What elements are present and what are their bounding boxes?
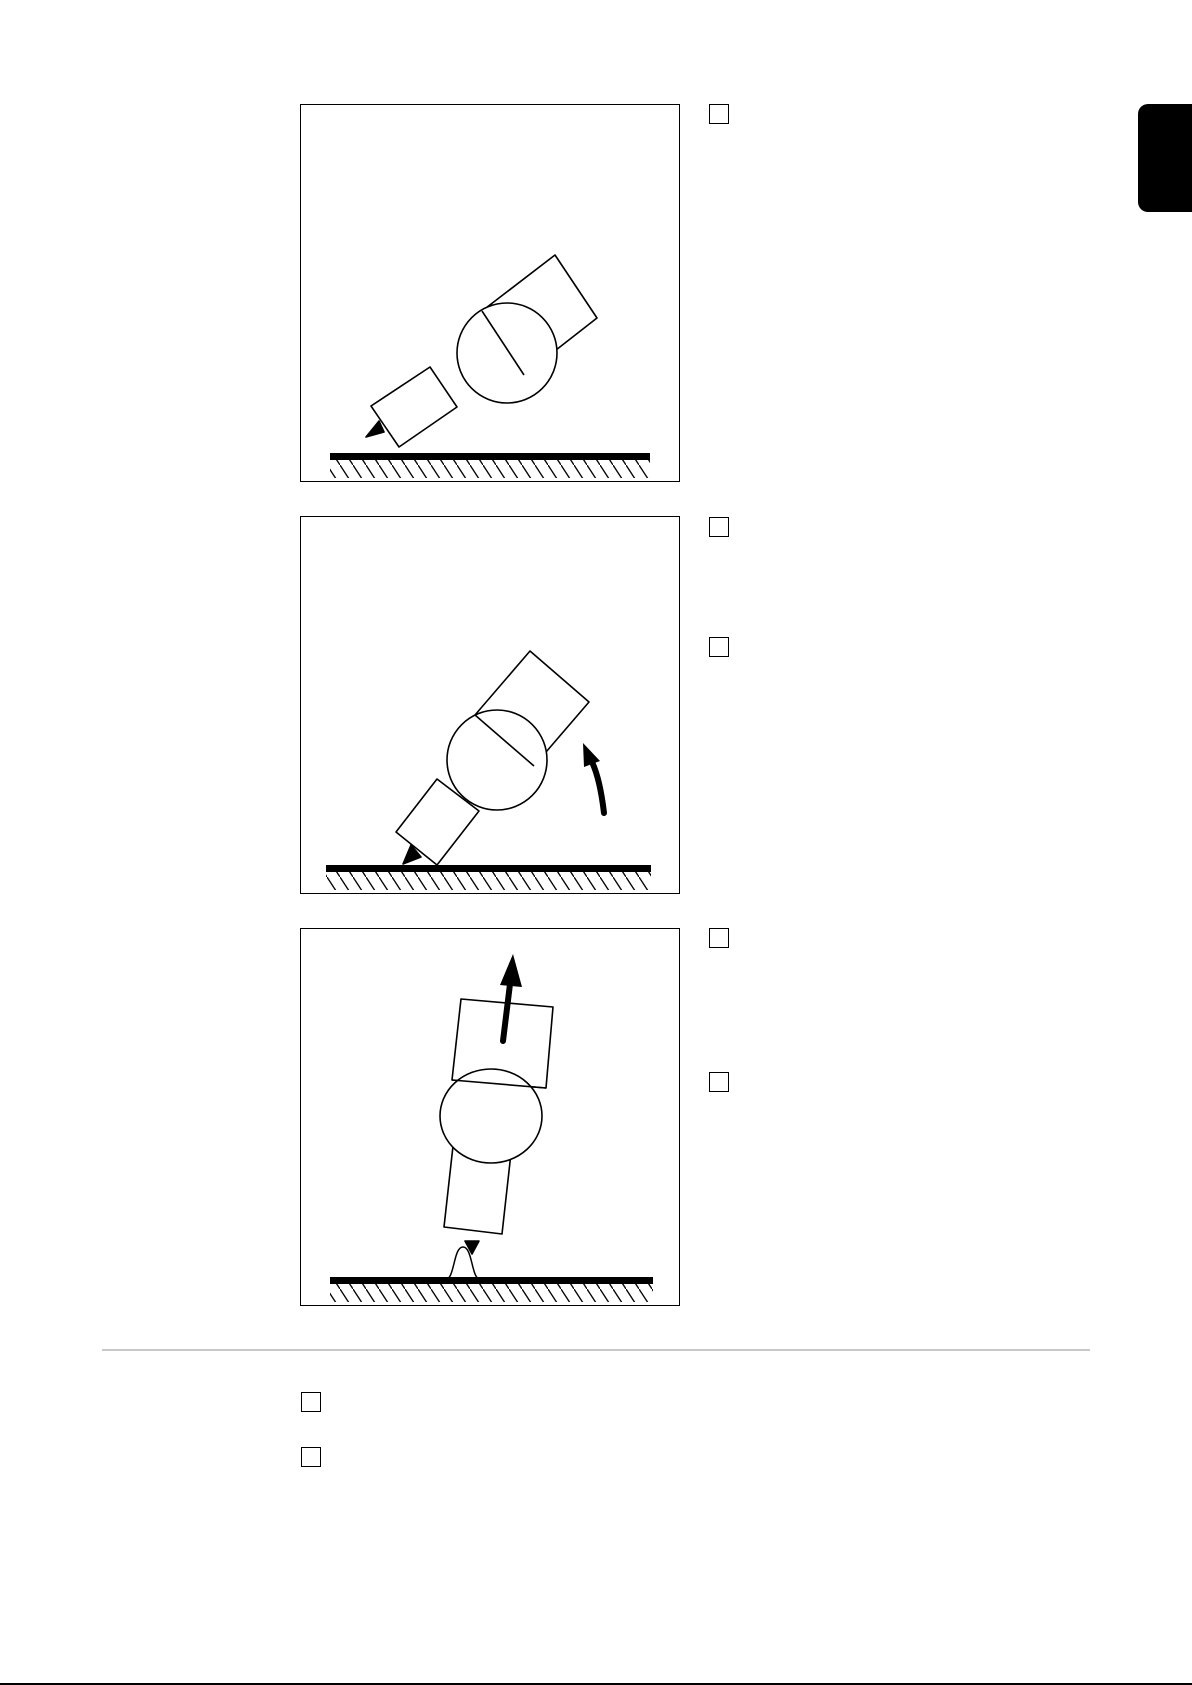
torch-lifted-from-weld-illustration — [301, 929, 681, 1307]
torch-head — [457, 303, 557, 403]
workpiece-plate — [330, 1277, 653, 1284]
step-checkbox-2[interactable] — [709, 517, 729, 537]
welding-torch — [366, 255, 597, 447]
step-checkbox-5[interactable] — [709, 1072, 729, 1092]
step-checkbox-6[interactable] — [301, 1392, 321, 1412]
figure-torch-lifted — [300, 928, 680, 1306]
footer-rule — [0, 1683, 1192, 1685]
step-checkbox-7[interactable] — [301, 1447, 321, 1467]
step-checkbox-3[interactable] — [709, 637, 729, 657]
language-tab — [1138, 104, 1192, 212]
torch-nozzle — [371, 367, 457, 447]
workpiece-hatching — [326, 872, 651, 890]
electrode-tip — [366, 421, 384, 437]
step-checkbox-4[interactable] — [709, 928, 729, 948]
step-checkbox-1[interactable] — [709, 104, 729, 124]
torch-head — [447, 710, 547, 810]
figure-torch-angled — [300, 104, 680, 482]
workpiece-plate — [330, 453, 650, 460]
torch-angled-on-workpiece-illustration — [301, 105, 681, 483]
welding-torch — [440, 999, 553, 1254]
torch-tilting-upright-illustration — [301, 517, 681, 895]
curved-arrow-icon — [583, 743, 604, 813]
figure-torch-tilting — [300, 516, 680, 894]
workpiece-hatching — [330, 460, 650, 478]
weld-bead — [330, 1247, 653, 1280]
workpiece-plate — [326, 865, 651, 872]
section-divider — [102, 1349, 1090, 1351]
welding-torch — [396, 651, 589, 865]
workpiece-hatching — [330, 1284, 653, 1302]
